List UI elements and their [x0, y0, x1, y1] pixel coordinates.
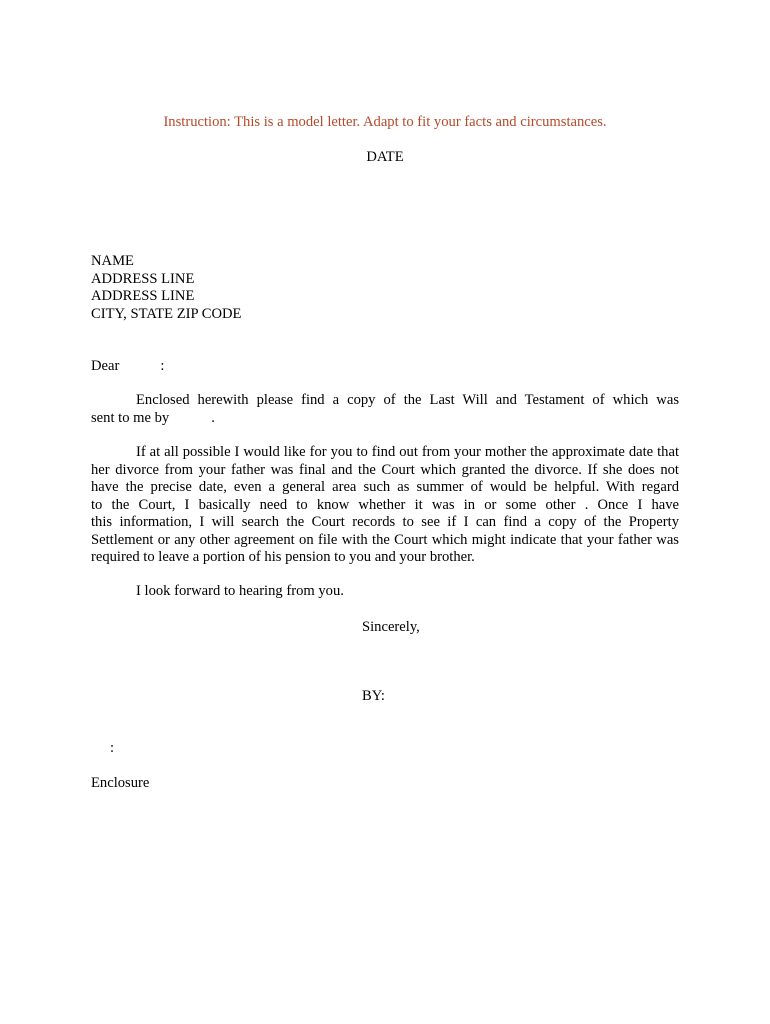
recipient-address-block	[91, 253, 241, 323]
paragraph-1-line-2-text-a: sent to me by	[91, 409, 170, 426]
paragraph-1-line-1-text-b: which was	[612, 392, 679, 408]
paragraph-2-line-6: Settlement or any other agreement on file with the Court which might indicate that your father was	[91, 531, 679, 548]
paragraph-2-line-1: If at all possible I would like for you to find out from your mother the approximate date that	[136, 444, 679, 460]
paragraph-2-line-3-text-a: have the precise date, even a general area such as summer of	[91, 479, 483, 495]
recipient-address-line-2: ADDRESS LINE	[91, 288, 195, 304]
paragraph-2-line-7: required to leave a portion of his pension to you and your brother.	[91, 549, 475, 565]
paragraph-2-line-4-text-c: . Once I have	[584, 496, 680, 513]
paragraph-3-line-1: I look forward to hearing from you.	[136, 583, 344, 599]
salutation-dear: Dear	[91, 358, 120, 374]
recipient-name: NAME	[91, 253, 134, 269]
closing-sincerely: Sincerely,	[362, 619, 420, 635]
paragraph-2-line-4-text-b: or some other	[484, 496, 576, 513]
paragraph-2-line-4-text-a: to the Court, I basically need to know whether it was in	[91, 496, 476, 513]
paragraph-2-line-3	[91, 479, 679, 497]
paragraph-2-line-2: her divorce from your father was final and the Court which granted the divorce. If she does not	[91, 461, 679, 478]
salutation	[91, 358, 164, 376]
instruction-note	[0, 114, 770, 132]
signature-by-label: BY:	[362, 688, 385, 704]
recipient-address-line-1: ADDRESS LINE	[91, 270, 195, 287]
enclosure-label: Enclosure	[91, 775, 150, 791]
paragraph-1-line-1-text-a: Enclosed herewith please find a copy of the Last Will and Testament of	[136, 392, 605, 408]
paragraph-1-line-2-text-b: .	[211, 409, 215, 426]
paragraph-divorce-request	[91, 444, 679, 567]
paragraph-enclosed-will	[91, 392, 679, 427]
paragraph-2-line-5: this information, I will search the Court records to see if I can find a copy of the Property	[91, 514, 679, 530]
paragraph-1-line-1	[91, 392, 679, 410]
date-placeholder: DATE	[366, 149, 404, 165]
recipient-city-state-zip: CITY, STATE ZIP CODE	[91, 305, 242, 322]
paragraph-look-forward	[91, 583, 679, 601]
salutation-colon: :	[160, 358, 165, 374]
signature-colon: :	[110, 740, 115, 756]
paragraph-2-line-3-text-b: would be helpful. With regard	[489, 479, 679, 495]
paragraph-1-line-2	[91, 410, 679, 428]
paragraph-2-line-4	[91, 497, 679, 515]
instruction-text: Instruction: This is a model letter. Adapt to fit your facts and circumstances.	[163, 114, 607, 130]
